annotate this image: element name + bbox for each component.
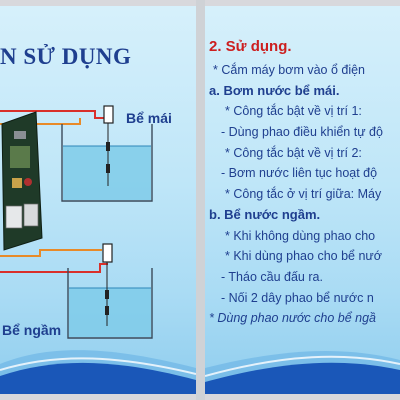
- wave-decoration: [0, 334, 196, 394]
- wire-red-bottom: [0, 264, 108, 272]
- usage-line: - Dùng phao điều khiển tự độ: [221, 125, 383, 140]
- usage-text: [209, 34, 400, 329]
- usage-line: * Công tắc ở vị trí giữa: Máy: [225, 187, 382, 202]
- usage-line: * Dùng phao nước cho bể ngầ: [209, 311, 376, 326]
- float-switch-icon: [103, 244, 112, 262]
- usage-line: * Công tắc bật về vị trí 1:: [225, 104, 362, 119]
- usage-line: a. Bơm nước bể mái.: [209, 82, 340, 98]
- label-roof-tank: Bể mái: [126, 110, 172, 126]
- slide-title: N SỬ DỤNG: [0, 44, 132, 69]
- usage-line: - Bơm nước liên tục hoạt độ: [221, 166, 378, 181]
- pump-circuit-board-icon: [2, 112, 42, 250]
- right-slide: [205, 6, 400, 394]
- wave-decoration: [205, 334, 400, 394]
- label-ground-tank: Bể ngầm: [2, 322, 62, 338]
- usage-line: * Khi không dùng phao cho: [225, 228, 376, 243]
- page-gap: [196, 0, 205, 400]
- ground-tank-icon: [68, 244, 152, 338]
- float-switch-icon: [104, 106, 113, 123]
- wire-orange-mid: [0, 250, 102, 256]
- section-title: 2. Sử dụng.: [209, 38, 292, 55]
- usage-line: - Tháo cầu đấu ra.: [221, 269, 323, 284]
- usage-line: * Khi dùng phao cho bể nướ: [225, 249, 382, 264]
- usage-line: * Cắm máy bơm vào ổ điện: [213, 63, 366, 77]
- wire-red-top: [0, 111, 108, 118]
- usage-line: * Công tắc bật về vị trí 2:: [225, 145, 362, 160]
- usage-line: - Nối 2 dây phao bể nước n: [221, 290, 374, 305]
- left-slide: [0, 6, 196, 394]
- usage-line: b. Bể nước ngầm.: [209, 206, 321, 222]
